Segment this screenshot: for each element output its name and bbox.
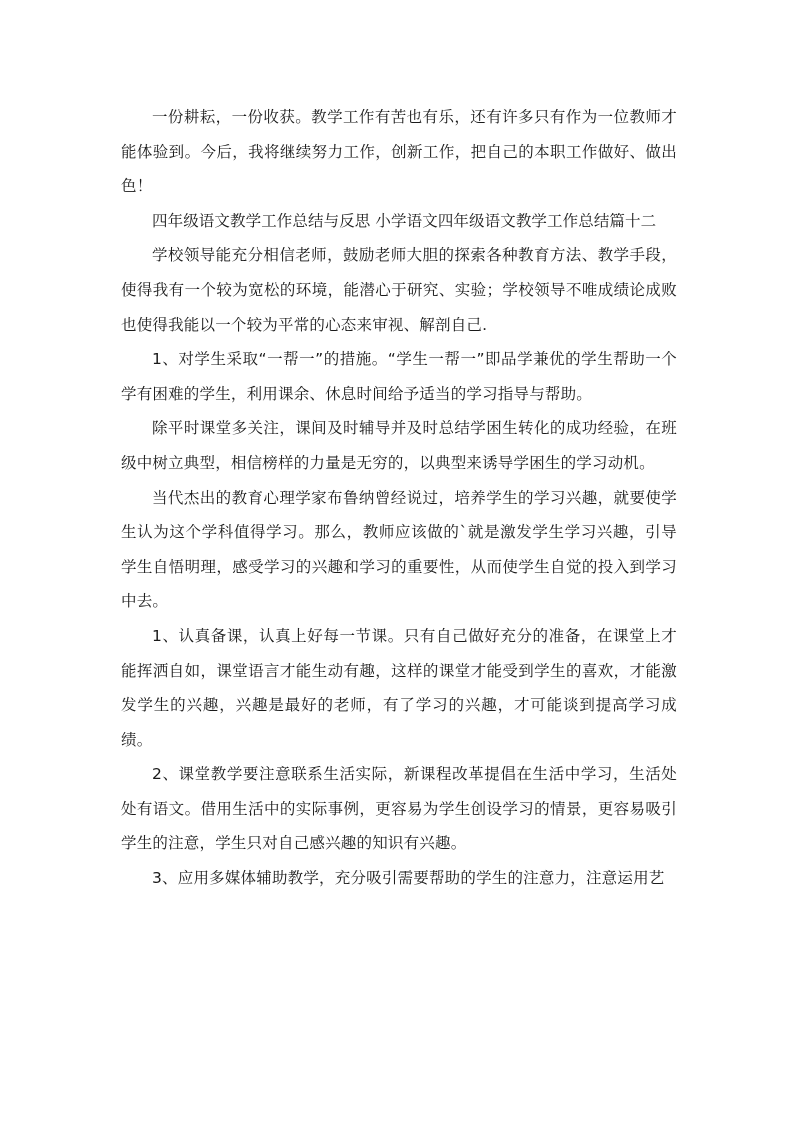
paragraph-conclusion: 一份耕耘，一份收获。教学工作有苦也有乐，还有许多只有作为一位教师才能体验到。今后，我将继续努力工作，创新工作，把自己的本职工作做好、做出色！	[121, 108, 677, 196]
section-title: 四年级语文教学工作总结与反思 小学语文四年级语文教学工作总结篇十二	[152, 211, 657, 230]
paragraph-multimedia: 3、应用多媒体辅助教学，充分吸引需要帮助的学生的注意力，注意运用艺	[152, 869, 665, 888]
paragraph-lesson-prep: 1、认真备课，认真上好每一节课。只有自己做好充分的准备，在课堂上才能挥洒自如，课堂语言才能生动有趣，这样的课堂才能受到学生的喜欢，才能激发学生的兴趣，兴趣是最好的老师，有了学习的兴趣，才可能谈到提高学习成绩。	[121, 626, 677, 749]
paragraph-bruner-quote: 当代杰出的教育心理学家布鲁纳曾经说过，培养学生的学习兴趣，就要使学生认为这个学科值得学习。那么，教师应该做的`就是激发学生学习兴趣，引导学生自悟明理，感受学习的兴趣和学习的重要性，从而使学生自觉的投入到学习中去。	[121, 488, 677, 611]
paragraph-school-support: 学校领导能充分相信老师，鼓励老师大胆的探索各种教育方法、教学手段，使得我有一个较为宽松的环境，能潜心于研究、实验；学校领导不唯成绩论成败也使得我能以一个较为平常的心态来审视、解剖自己.	[121, 246, 677, 334]
paragraph-real-life: 2、课堂教学要注意联系生活实际，新课程改革提倡在生活中学习，生活处处有语文。借用生活中的实际事例，更容易为学生创设学习的情景，更容易吸引学生的注意，学生只对自己感兴趣的知识有兴趣。	[121, 765, 677, 853]
document-body	[121, 100, 677, 896]
paragraph-peer-help: 1、对学生采取“一帮一”的措施。“学生一帮一”即品学兼优的学生帮助一个学有困难的学生，利用课余、休息时间给予适当的学习指导与帮助。	[121, 350, 677, 403]
paragraph-tutoring: 除平时课堂多关注，课间及时辅导并及时总结学困生转化的成功经验，在班级中树立典型，相信榜样的力量是无穷的，以典型来诱导学困生的学习动机。	[121, 419, 677, 472]
